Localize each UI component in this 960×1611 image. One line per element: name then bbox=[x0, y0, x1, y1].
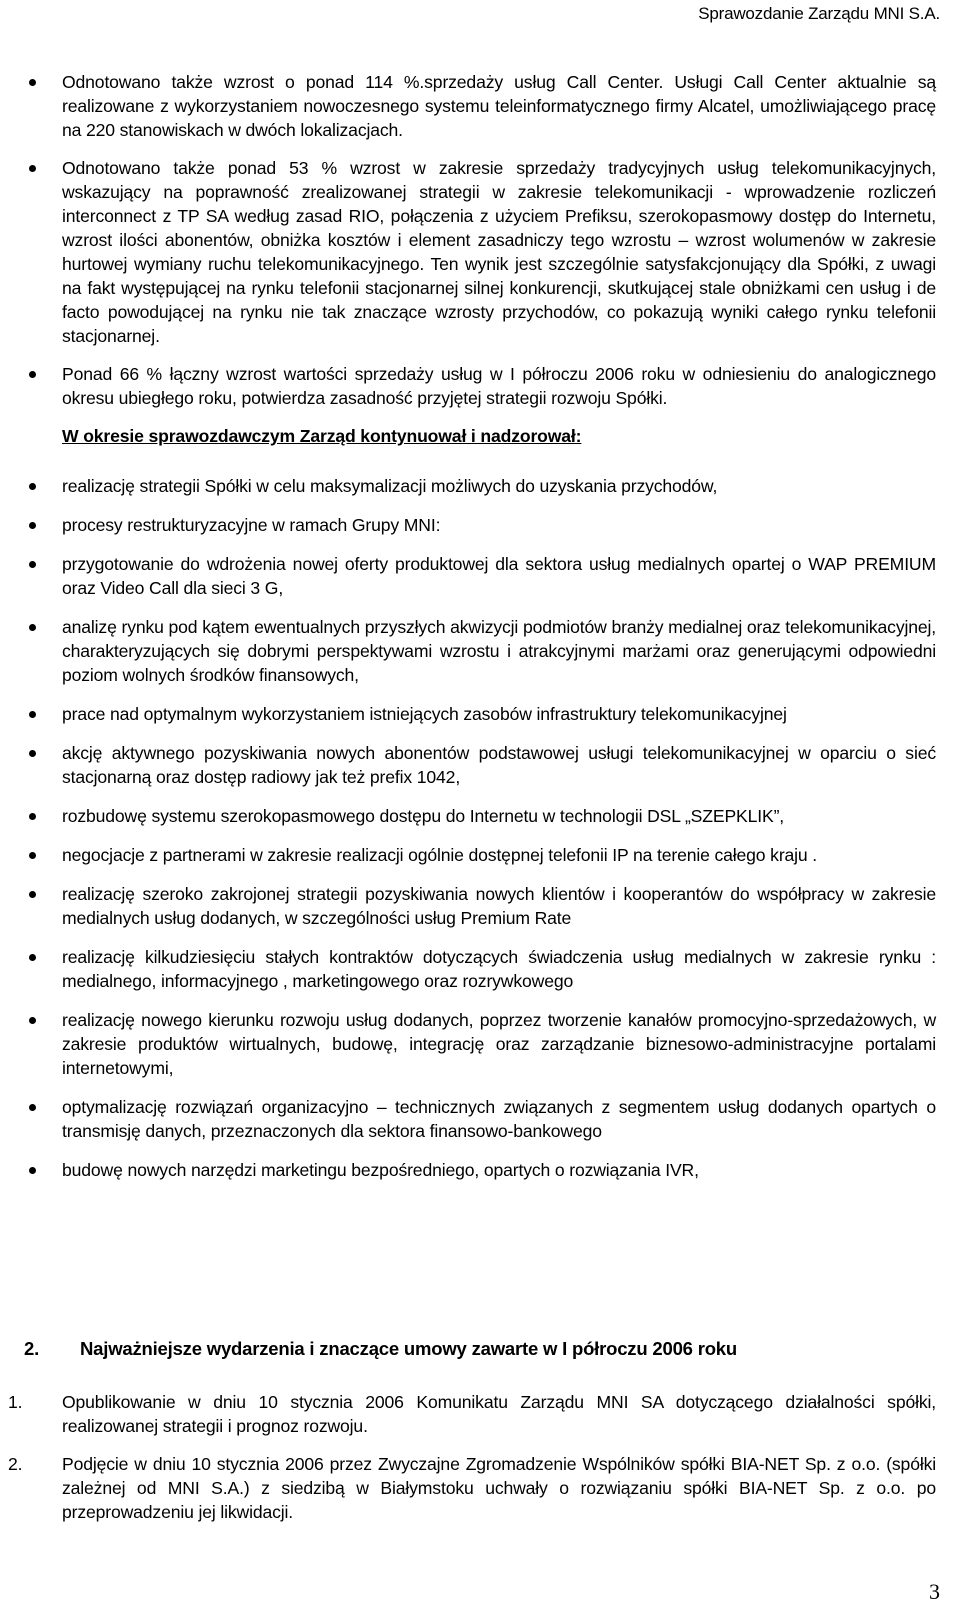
bullet-dot-icon bbox=[29, 852, 36, 859]
bullet-dot-icon bbox=[29, 750, 36, 757]
events-numbered-list bbox=[8, 1390, 936, 1538]
bullet-dot-icon bbox=[29, 891, 36, 898]
bullet-item bbox=[24, 843, 936, 867]
bullet-dot-icon bbox=[29, 79, 36, 86]
section-number: 2. bbox=[24, 1338, 40, 1359]
bullet-item bbox=[24, 702, 936, 726]
bullet-item bbox=[24, 615, 936, 687]
bullet-item bbox=[24, 362, 936, 410]
bullet-item bbox=[24, 156, 936, 348]
bullet-dot-icon bbox=[29, 813, 36, 820]
bullet-text: Odnotowano także ponad 53 % wzrost w zakresie sprzedaży tradycyjnych usług telekomunikacyjnych, wskazujący na poprawność zrealizowanej strategii w zakresie telekomunikacji - wprowadzenie rozliczeń interconnect z TP SA według zasad RIO, połączenia z użyciem Prefiksu, szerokopasmowy dostęp do Internetu, wzrost ilości abonentów, obniżka kosztów i element zasadniczy tego wzrostu – wzrost wolumenów w zakresie hurtowej wymiany ruchu telekomunikacyjnego. Ten wynik jest szczególnie satysfakcjonujący dla Spółki, z uwagi na fakt występującej na rynku telefonii stacjonarnej silnej konkurencji, skutkującej stale obniżkami cen usług i de facto powodującej na rynku nie tak znaczące wzrosty przychodów, co pokazują wyniki całego rynku telefonii stacjonarnej. bbox=[62, 158, 936, 346]
bullet-item bbox=[24, 741, 936, 789]
item-text: Podjęcie w dniu 10 stycznia 2006 przez Zwyczajne Zgromadzenie Wspólników spółki BIA-NET Sp. z o.o. (spółki zależnej od MNI S.A.) z siedzibą w Białymstoku uchwały o rozwiązaniu spółki BIA-NET Sp. z o.o. po przeprowadzeniu jej likwidacji. bbox=[62, 1454, 936, 1522]
bullet-text: Ponad 66 % łączny wzrost wartości sprzedaży usług w I półroczu 2006 roku w odniesieniu do analogicznego okresu ubiegłego roku, potwierdza zasadność przyjętej strategii rozwoju Spółki. bbox=[62, 364, 936, 408]
item-text: Opublikowanie w dniu 10 stycznia 2006 Komunikatu Zarządu MNI SA dotyczącego działalności spółki, realizowanej strategii i prognoz rozwoju. bbox=[62, 1392, 936, 1436]
bullet-dot-icon bbox=[29, 371, 36, 378]
bullet-dot-icon bbox=[29, 624, 36, 631]
bullet-text: analizę rynku pod kątem ewentualnych przyszłych akwizycji podmiotów branży medialnej oraz telekomunikacyjnej, charakteryzujących się dobrymi perspektywami wzrostu i atrakcyjnymi marżami oraz generującymi odpowiedni poziom wolnych środków finansowych, bbox=[62, 617, 936, 685]
page-number: 3 bbox=[929, 1579, 940, 1604]
section-title-text: Najważniejsze wydarzenia i znaczące umowy zawarte w I półroczu 2006 roku bbox=[80, 1338, 737, 1359]
activities-heading: W okresie sprawozdawczym Zarząd kontynuował i nadzorował: bbox=[62, 426, 582, 446]
bullet-dot-icon bbox=[29, 561, 36, 568]
bullet-item bbox=[24, 474, 936, 498]
bullet-item bbox=[24, 1008, 936, 1080]
bullet-text: procesy restrukturyzacyjne w ramach Grupy MNI: bbox=[62, 515, 441, 535]
bullet-item bbox=[24, 552, 936, 600]
activities-bullet-list bbox=[24, 474, 936, 1182]
bullet-text: realizację szeroko zakrojonej strategii pozyskiwania nowych klientów i kooperantów do współpracy w zakresie medialnych usług dodanych, w szczególności usług Premium Rate bbox=[62, 884, 936, 928]
bullet-item bbox=[24, 945, 936, 993]
bullet-dot-icon bbox=[29, 483, 36, 490]
numbered-item bbox=[8, 1452, 936, 1524]
bullet-text: realizację kilkudziesięciu stałych kontraktów dotyczących świadczenia usług medialnych w zakresie rynku : medialnego, informacyjnego , marketingowego oraz rozrywkowego bbox=[62, 947, 936, 991]
page-header: Sprawozdanie Zarządu MNI S.A. bbox=[698, 4, 940, 23]
bullet-text: negocjacje z partnerami w zakresie realizacji ogólnie dostępnej telefonii IP na terenie całego kraju . bbox=[62, 845, 818, 865]
bullet-text: realizację strategii Spółki w celu maksymalizacji możliwych do uzyskania przychodów, bbox=[62, 476, 718, 496]
bullet-item bbox=[24, 804, 936, 828]
bullet-dot-icon bbox=[29, 1167, 36, 1174]
bullet-item bbox=[24, 513, 936, 537]
bullet-text: Odnotowano także wzrost o ponad 114 %.sprzedaży usług Call Center. Usługi Call Center aktualnie są realizowane z wykorzystaniem nowoczesnego systemu teleinformatycznego firmy Alcatel, umożliwiającego pracę na 220 stanowiskach w dwóch lokalizacjach. bbox=[62, 72, 936, 140]
bullet-item bbox=[24, 70, 936, 142]
bullet-item bbox=[24, 1158, 936, 1182]
bullet-text: prace nad optymalnym wykorzystaniem istniejących zasobów infrastruktury telekomunikacyjnej bbox=[62, 704, 787, 724]
item-number: 2. bbox=[8, 1454, 23, 1474]
document-body bbox=[24, 70, 936, 1197]
bullet-text: akcję aktywnego pozyskiwania nowych abonentów podstawowej usługi telekomunikacyjnej w oparciu o sieć stacjonarną oraz dostęp radiowy jak też prefix 1042, bbox=[62, 743, 936, 787]
bullet-dot-icon bbox=[29, 1104, 36, 1111]
bullet-text: optymalizację rozwiązań organizacyjno – technicznych związanych z segmentem usług dodanych opartych o transmisję danych, przeznaczonych dla sektora finansowo-bankowego bbox=[62, 1097, 936, 1141]
bullet-dot-icon bbox=[29, 711, 36, 718]
item-number: 1. bbox=[8, 1392, 23, 1412]
bullet-dot-icon bbox=[29, 1017, 36, 1024]
numbered-item bbox=[8, 1390, 936, 1438]
bullet-text: przygotowanie do wdrożenia nowej oferty produktowej dla sektora usług medialnych opartej o WAP PREMIUM oraz Video Call dla sieci 3 G, bbox=[62, 554, 936, 598]
bullet-dot-icon bbox=[29, 165, 36, 172]
summary-bullet-list bbox=[24, 70, 936, 410]
section-heading bbox=[24, 1338, 737, 1360]
bullet-item bbox=[24, 1095, 936, 1143]
bullet-item bbox=[24, 882, 936, 930]
bullet-dot-icon bbox=[29, 954, 36, 961]
bullet-text: realizację nowego kierunku rozwoju usług dodanych, poprzez tworzenie kanałów promocyjno-sprzedażowych, w zakresie produktów wirtualnych, budowę, integrację oraz zarządzanie biznesowo-administracyjne portalami internetowymi, bbox=[62, 1010, 936, 1078]
bullet-dot-icon bbox=[29, 522, 36, 529]
bullet-text: rozbudowę systemu szerokopasmowego dostępu do Internetu w technologii DSL „SZEPKLIK”, bbox=[62, 806, 785, 826]
bullet-text: budowę nowych narzędzi marketingu bezpośredniego, opartych o rozwiązania IVR, bbox=[62, 1160, 699, 1180]
